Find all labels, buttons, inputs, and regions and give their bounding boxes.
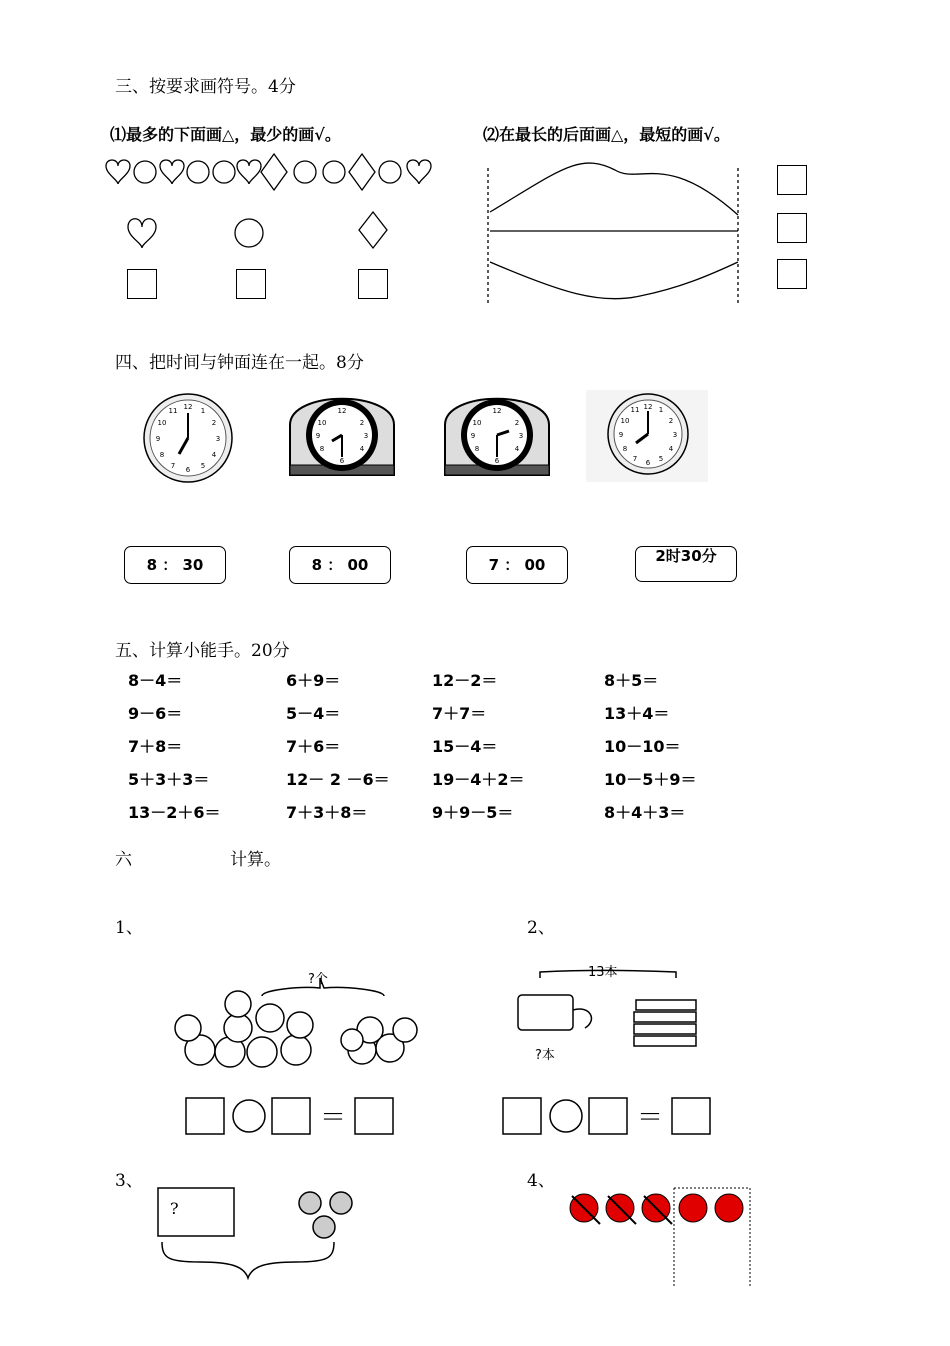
svg-text:3: 3	[215, 435, 221, 443]
section3-part2: ⑵在最长的后面画△，最短的画√。	[483, 125, 730, 144]
svg-text:8: 8	[622, 445, 628, 453]
q3-label: ?	[170, 1199, 179, 1218]
svg-text:9: 9	[618, 431, 624, 439]
calc-item: 9－6＝	[128, 704, 183, 723]
q2-bottom-label: ?本	[535, 1048, 555, 1063]
calc-item: 6＋9＝	[286, 671, 341, 690]
svg-text:12: 12	[337, 407, 347, 415]
calc-item: 10－5＋9＝	[604, 770, 697, 789]
svg-text:11: 11	[168, 407, 178, 415]
svg-text:2: 2	[359, 419, 365, 427]
svg-text:9: 9	[470, 432, 476, 440]
calc-item: 7＋8＝	[128, 737, 183, 756]
section6-prefix: 六	[115, 850, 132, 870]
q2-top-label: 13本	[588, 965, 618, 980]
calc-item: 9＋9－5＝	[432, 803, 514, 822]
svg-text:8: 8	[319, 445, 325, 453]
calc-item: 7＋7＝	[432, 704, 487, 723]
svg-text:10: 10	[317, 419, 327, 427]
calc-item: 8＋4＋3＝	[604, 803, 686, 822]
svg-text:10: 10	[472, 419, 482, 427]
svg-text:10: 10	[157, 419, 167, 427]
section3-title: 三、按要求画符号。4分	[115, 77, 296, 97]
svg-text:3: 3	[672, 431, 678, 439]
svg-text:6: 6	[494, 457, 500, 465]
svg-text:1: 1	[200, 407, 206, 415]
svg-text:2: 2	[668, 417, 674, 425]
calc-item: 12－2＝	[432, 671, 498, 690]
svg-text:10: 10	[620, 417, 630, 425]
time-label[interactable]: 8 ： 30	[124, 546, 226, 584]
equals-sign: ＝	[320, 1103, 347, 1133]
svg-text:8: 8	[474, 445, 480, 453]
q4-number: 4、	[527, 1171, 555, 1191]
section5-title: 五、计算小能手。20分	[115, 641, 290, 661]
svg-text:11: 11	[630, 406, 640, 414]
calc-item: 7＋6＝	[286, 737, 341, 756]
svg-text:4: 4	[668, 445, 674, 453]
calc-item: 12－ 2 －6＝	[286, 770, 390, 789]
svg-text:12: 12	[183, 403, 193, 411]
svg-text:4: 4	[211, 451, 217, 459]
svg-text:12: 12	[643, 403, 653, 411]
section4-title: 四、把时间与钟面连在一起。8分	[115, 353, 364, 373]
svg-text:2: 2	[211, 419, 217, 427]
calc-item: 5＋3＋3＝	[128, 770, 210, 789]
svg-text:12: 12	[492, 407, 502, 415]
equals-sign: ＝	[637, 1103, 664, 1133]
calc-item: 13－2＋6＝	[128, 803, 221, 822]
svg-text:7: 7	[170, 462, 176, 470]
svg-text:1: 1	[658, 406, 664, 414]
svg-text:6: 6	[645, 459, 651, 467]
time-label[interactable]: 8 ： 00	[289, 546, 391, 584]
time-label-text: 2时30分	[655, 547, 717, 565]
time-label[interactable]: 7 ： 00	[466, 546, 568, 584]
svg-text:2: 2	[514, 419, 520, 427]
calc-item: 15－4＝	[432, 737, 498, 756]
calc-item: 13＋4＝	[604, 704, 670, 723]
svg-text:8: 8	[159, 451, 165, 459]
calc-item: 19－4＋2＝	[432, 770, 525, 789]
svg-text:3: 3	[518, 432, 524, 440]
svg-text:3: 3	[363, 432, 369, 440]
svg-text:4: 4	[514, 445, 520, 453]
svg-text:6: 6	[185, 466, 191, 474]
section6-title: 计算。	[230, 850, 281, 870]
svg-text:9: 9	[315, 432, 321, 440]
svg-text:9: 9	[155, 435, 161, 443]
svg-text:4: 4	[359, 445, 365, 453]
section3-part1: ⑴最多的下面画△，最少的画√。	[110, 125, 341, 144]
calc-item: 10－10＝	[604, 737, 681, 756]
svg-text:5: 5	[658, 455, 664, 463]
q2-number: 2、	[527, 918, 555, 938]
calc-item: 7＋3＋8＝	[286, 803, 368, 822]
q1-number: 1、	[115, 918, 143, 938]
svg-text:7: 7	[632, 455, 638, 463]
q1-label: ?个	[308, 972, 328, 987]
svg-text:5: 5	[200, 462, 206, 470]
q3-number: 3、	[115, 1171, 143, 1191]
calc-item: 5－4＝	[286, 704, 341, 723]
calc-item: 8＋5＝	[604, 671, 659, 690]
calc-item: 8－4＝	[128, 671, 183, 690]
svg-text:6: 6	[339, 457, 345, 465]
